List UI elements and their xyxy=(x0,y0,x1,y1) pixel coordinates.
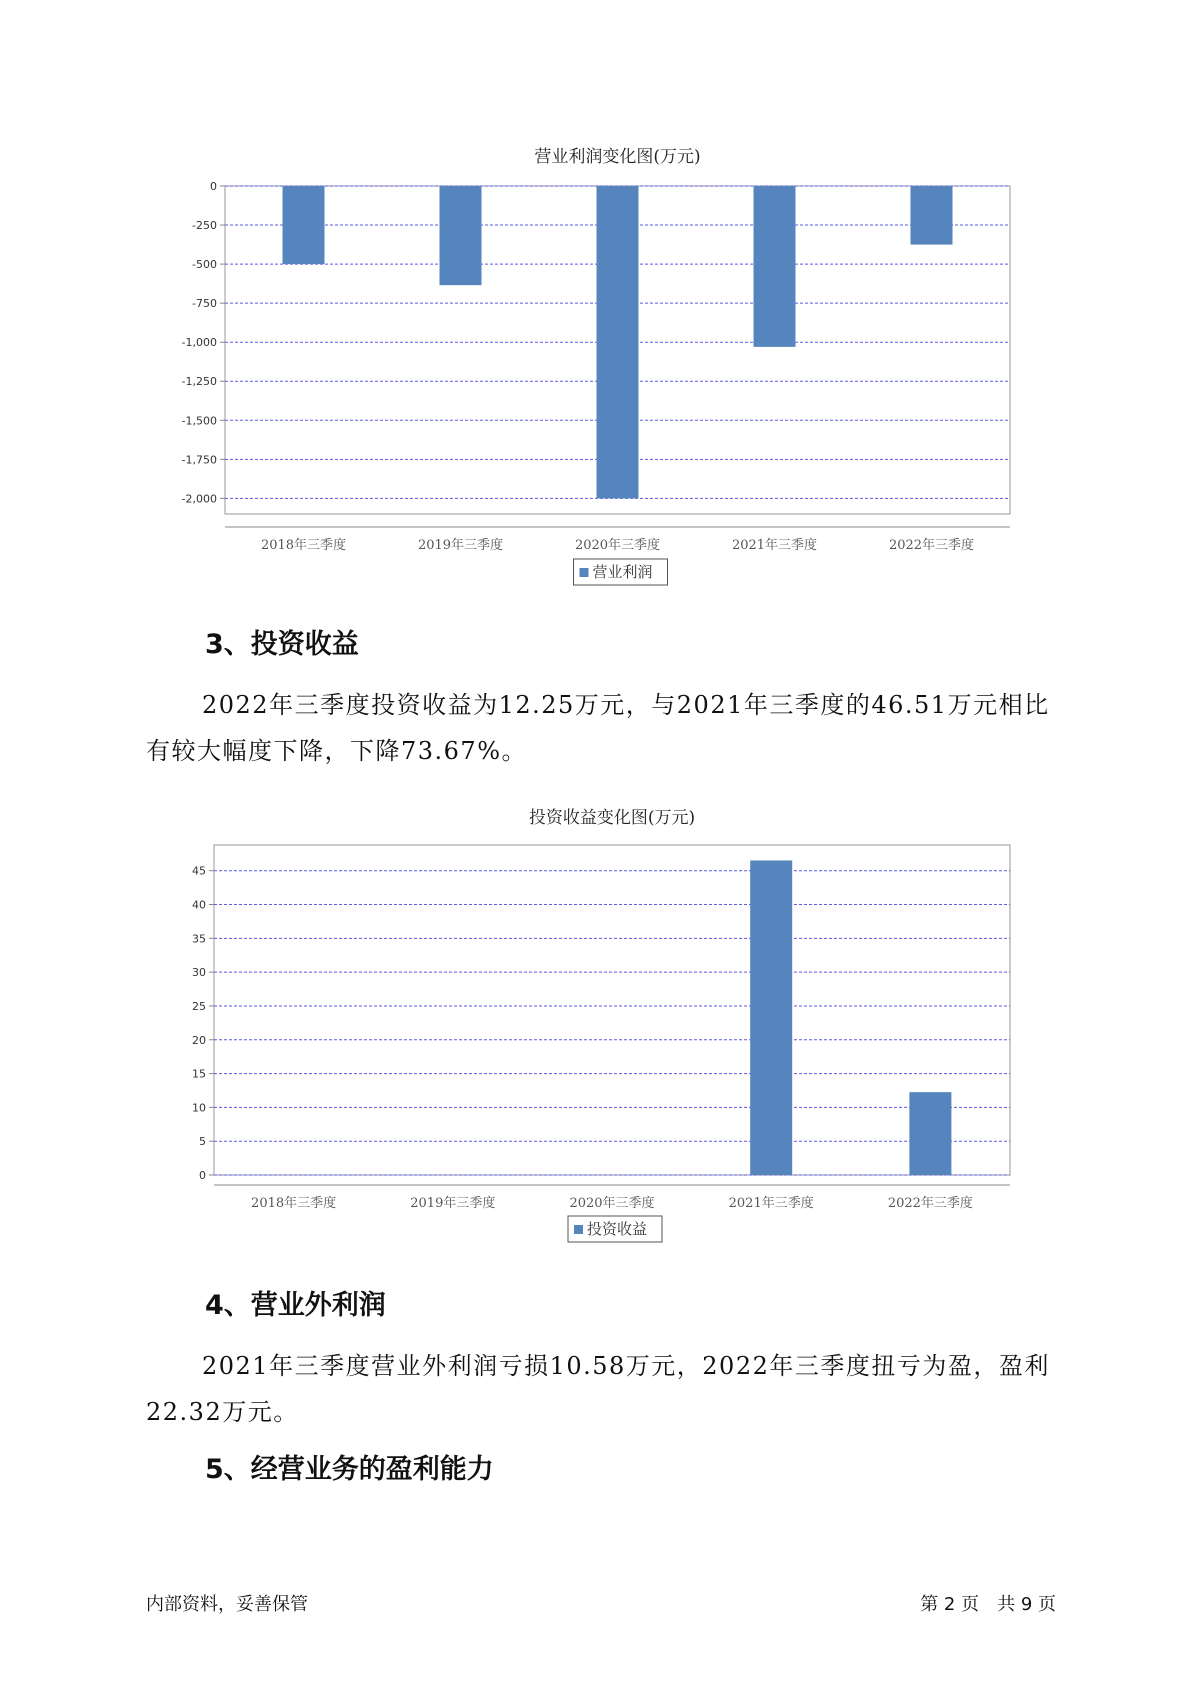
y-tick-label: -1,750 xyxy=(181,453,217,467)
y-tick-label: -750 xyxy=(192,297,217,311)
x-tick-label: 2021年三季度 xyxy=(728,1196,814,1211)
plot-area xyxy=(214,845,1010,1175)
bar xyxy=(750,860,792,1175)
x-tick-label: 2020年三季度 xyxy=(574,538,661,553)
y-tick-label: 45 xyxy=(192,864,206,878)
x-tick-label: 2019年三季度 xyxy=(410,1196,496,1211)
y-tick-label: -1,000 xyxy=(181,336,217,350)
y-tick-label: 15 xyxy=(192,1067,206,1081)
y-tick-label: 40 xyxy=(192,898,206,912)
y-tick-label: -250 xyxy=(192,219,217,233)
x-tick-label: 2019年三季度 xyxy=(417,538,504,553)
y-tick-label: 5 xyxy=(199,1135,206,1149)
bar xyxy=(283,186,325,264)
y-tick-label: 35 xyxy=(192,932,206,946)
legend-swatch xyxy=(580,568,589,577)
y-tick-label: 20 xyxy=(192,1033,206,1047)
bar xyxy=(597,186,639,498)
legend-label: 营业利润 xyxy=(592,563,653,581)
legend-label: 投资收益 xyxy=(587,1220,648,1238)
x-tick-label: 2018年三季度 xyxy=(251,1196,337,1211)
y-tick-label: -500 xyxy=(192,258,217,272)
section-5-heading: 5、经营业务的盈利能力 xyxy=(205,1454,494,1485)
footer-confidential: 内部资料，妥善保管 xyxy=(146,1594,308,1615)
x-tick-label: 2022年三季度 xyxy=(887,1196,973,1211)
y-tick-label: 0 xyxy=(210,180,217,193)
y-tick-label: -1,500 xyxy=(181,414,217,428)
section-4-paragraph: 2021年三季度营业外利润亏损10.58万元，2022年三季度扭亏为盈，盈利22.32万元。 xyxy=(146,1352,1050,1426)
bar xyxy=(909,1092,951,1175)
y-tick-label: 30 xyxy=(192,966,206,980)
bar xyxy=(754,186,796,347)
y-tick-label: -1,250 xyxy=(181,375,217,389)
x-tick-label: 2022年三季度 xyxy=(888,538,975,553)
y-tick-label: 25 xyxy=(192,999,206,1013)
chart-title: 投资收益变化图(万元) xyxy=(528,808,696,828)
y-tick-label: 0 xyxy=(199,1169,206,1182)
legend-swatch xyxy=(574,1225,583,1234)
y-tick-label: -2,000 xyxy=(181,492,217,506)
section-4-heading: 4、营业外利润 xyxy=(205,1290,386,1321)
bar xyxy=(440,186,482,285)
y-tick-label: 10 xyxy=(192,1101,206,1115)
chart-title: 营业利润变化图(万元) xyxy=(534,147,701,167)
section-3-paragraph: 2022年三季度投资收益为12.25万元，与2021年三季度的46.51万元相比有较大幅度下降，下降73.67%。 xyxy=(146,691,1050,765)
investment-income-chart xyxy=(0,790,1191,1250)
x-tick-label: 2020年三季度 xyxy=(569,1196,655,1211)
footer-page-number: 第 2 页 共 9 页 xyxy=(920,1594,1056,1615)
bar xyxy=(911,186,953,245)
x-tick-label: 2018年三季度 xyxy=(260,538,347,553)
operating-profit-chart xyxy=(0,0,1191,600)
x-tick-label: 2021年三季度 xyxy=(731,538,818,553)
section-3-heading: 3、投资收益 xyxy=(205,629,359,660)
